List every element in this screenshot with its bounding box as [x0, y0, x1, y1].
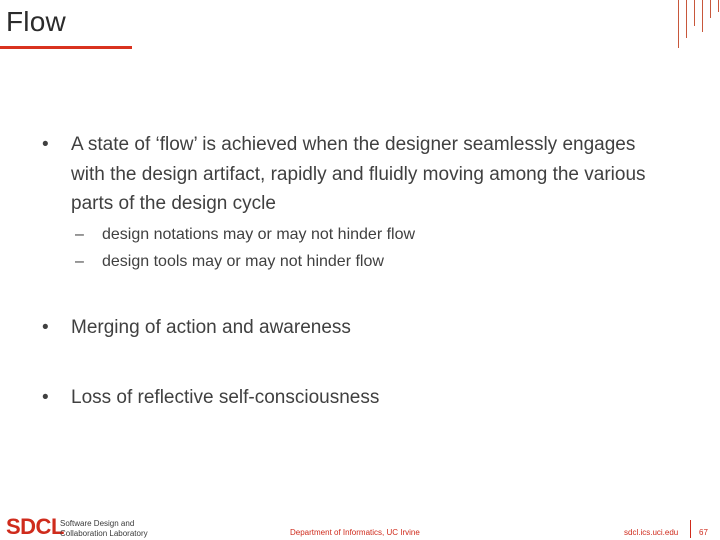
bullet-text: A state of ‘flow’ is achieved when the designer seamlessly engages with the design artifact, rapidly and fluidly moving among the various parts of the design cycle: [71, 134, 646, 214]
bullet-marker: •: [42, 387, 49, 408]
footer-department: Department of Informatics, UC Irvine: [290, 528, 420, 537]
bullet-item: [42, 313, 661, 343]
footer-url: sdcl.ics.uci.edu: [624, 528, 679, 537]
sub-bullet-item: [75, 221, 415, 248]
bullet-marker: •: [42, 317, 49, 338]
sub-bullet-marker: –: [75, 253, 84, 270]
page-number: 67: [699, 528, 708, 537]
bullet-text: Loss of reflective self-consciousness: [71, 387, 380, 408]
footer-lab-line1: Software Design and: [60, 519, 135, 528]
title-underline: [0, 46, 132, 49]
footer-separator: [690, 520, 691, 538]
sub-bullet-text: design notations may or may not hinder flow: [102, 226, 416, 243]
bullet-text: Merging of action and awareness: [71, 317, 351, 338]
footer-lab-line2: Collaboration Laboratory: [60, 529, 148, 538]
sub-bullet-text: design tools may or may not hinder flow: [102, 253, 384, 270]
footer-logo: SDCL: [6, 514, 64, 539]
bullet-marker: •: [42, 134, 49, 155]
corner-decoration: [670, 0, 720, 50]
bullet-item: [42, 383, 661, 413]
sub-bullet-item: [75, 248, 384, 275]
sub-bullet-marker: –: [75, 226, 84, 243]
bullet-item: [42, 130, 661, 219]
footer-lab-name: [60, 519, 148, 539]
slide-title: Flow: [6, 6, 66, 37]
